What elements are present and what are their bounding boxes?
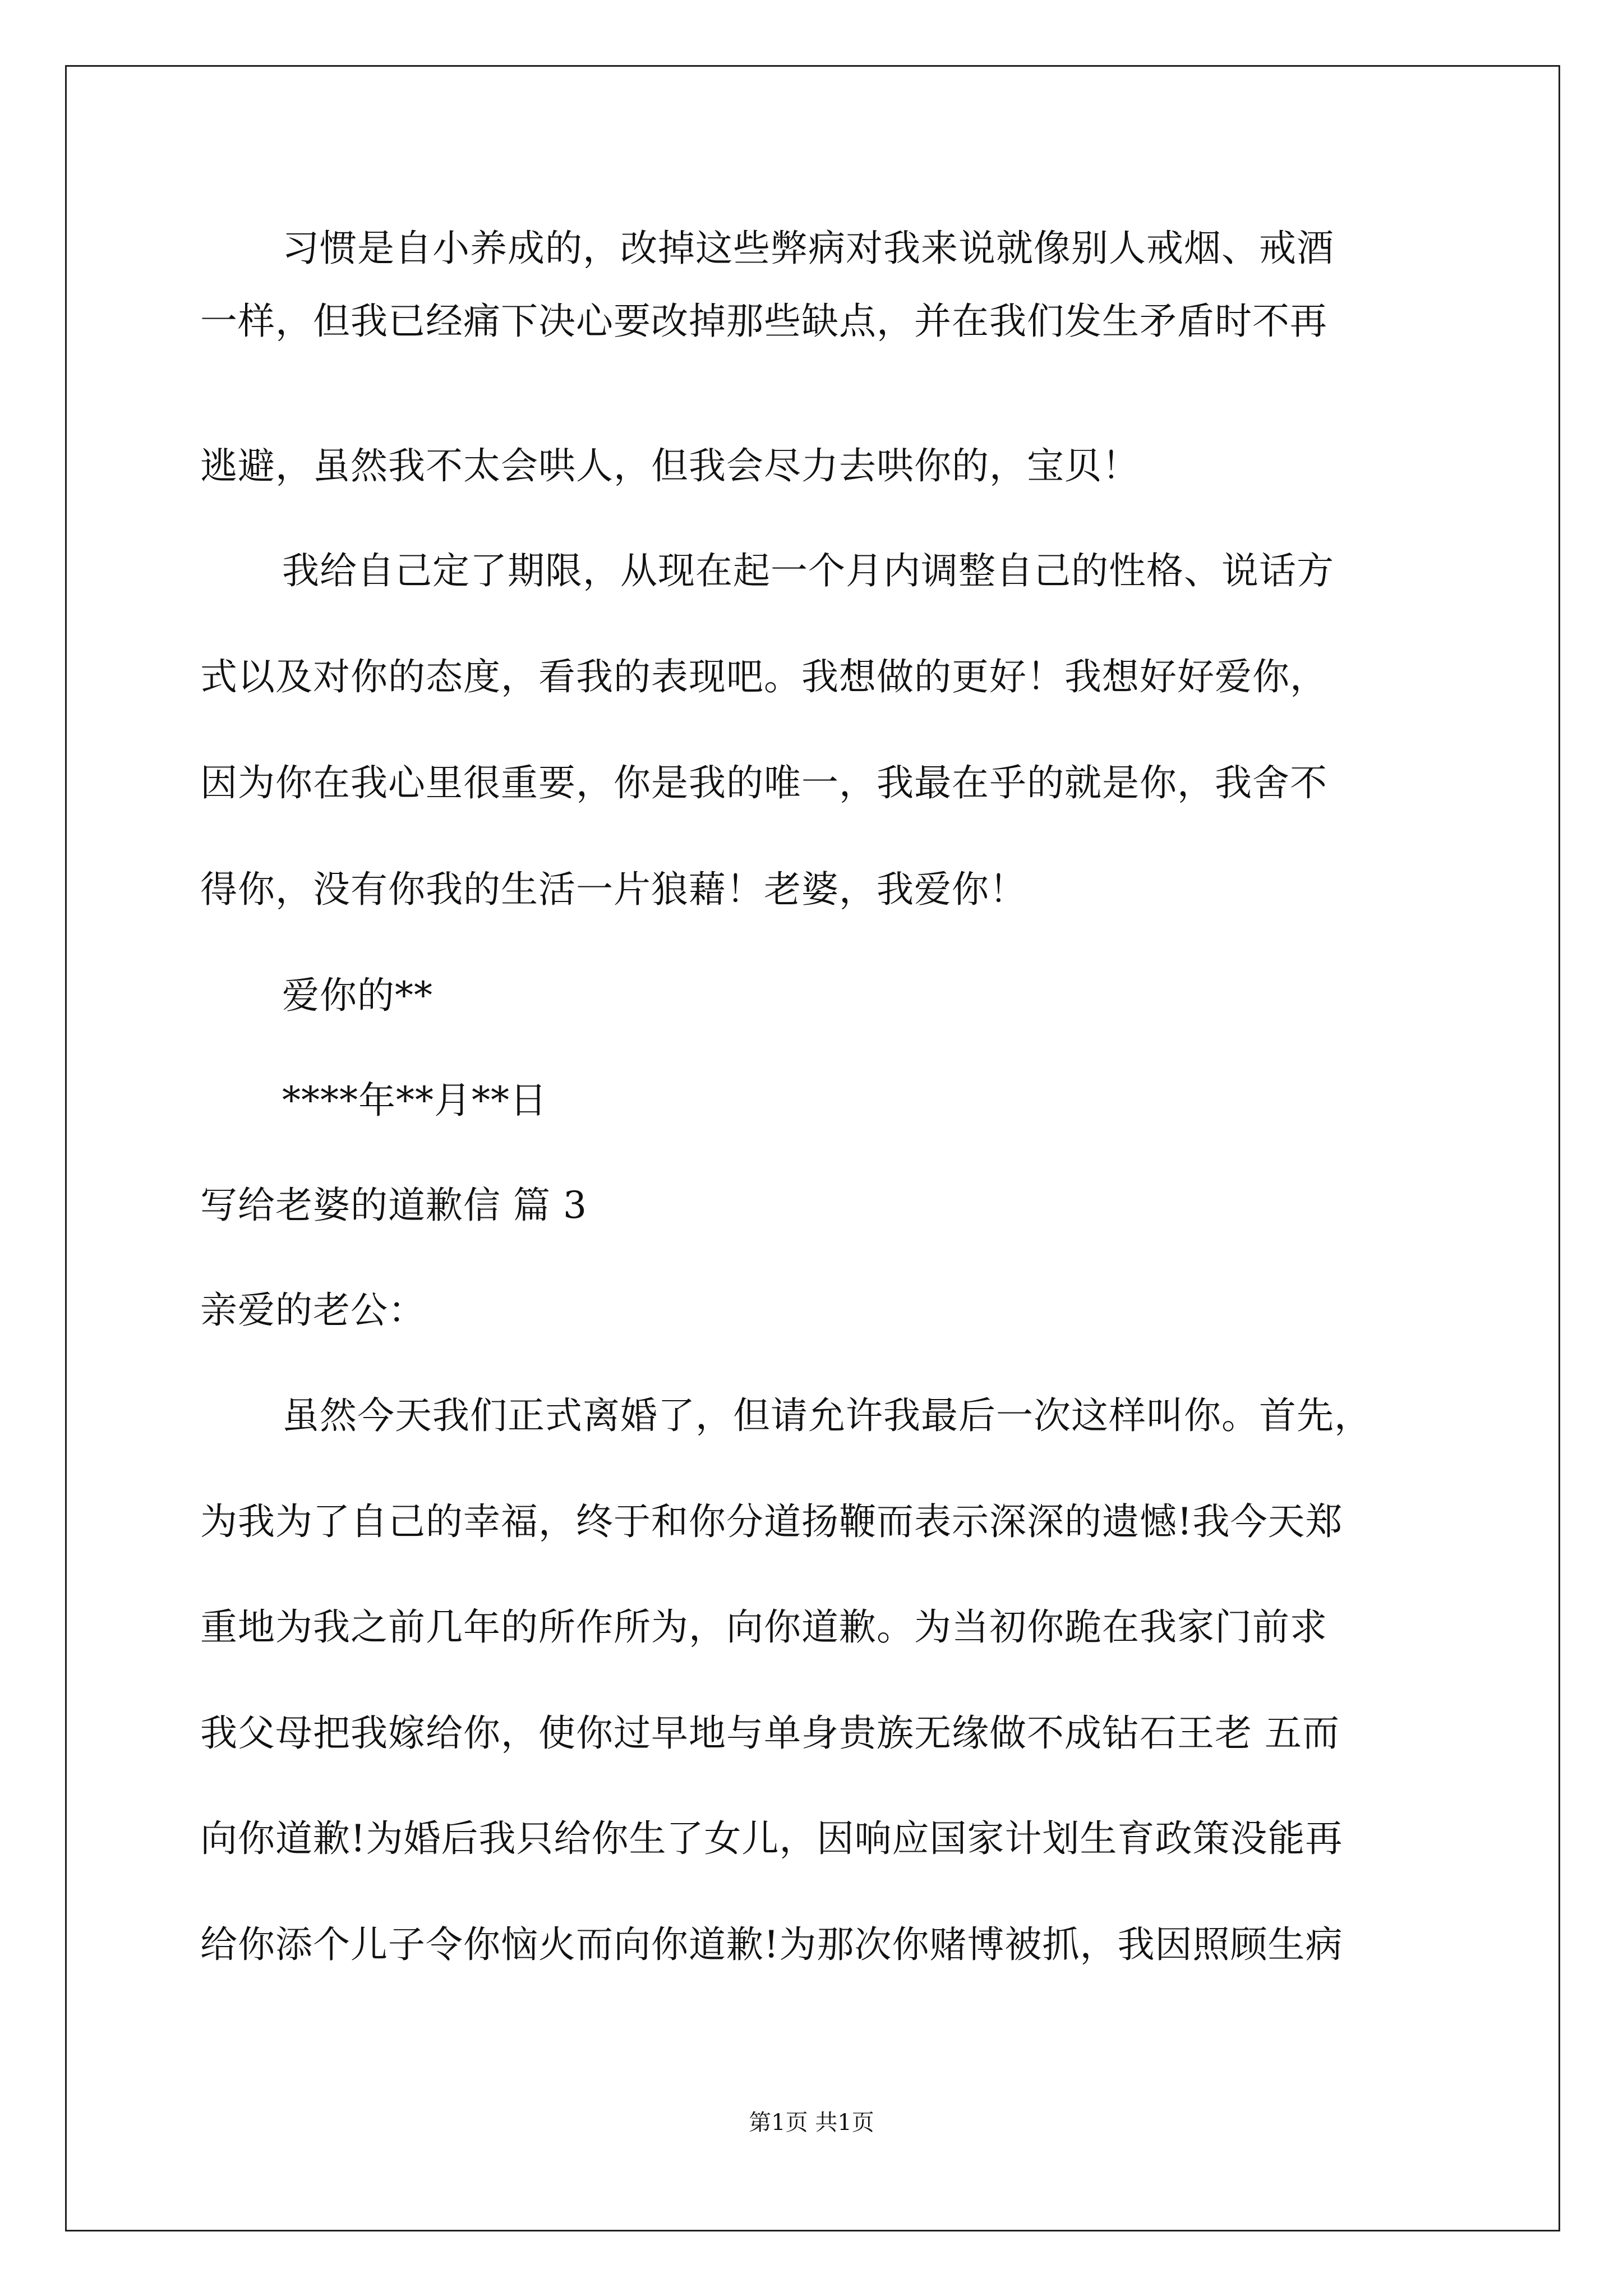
section-heading: 写给老婆的道歉信 篇 3 <box>200 1184 587 1227</box>
paragraph-line: 逃避，虽然我不太会哄人，但我会尽力去哄你的，宝贝！ <box>200 444 1140 487</box>
paragraph-line: 一样，但我已经痛下决心要改掉那些缺点，并在我们发生矛盾时不再 <box>200 300 1327 343</box>
paragraph-line: 我给自己定了期限，从现在起一个月内调整自己的性格、说话方 <box>282 549 1334 592</box>
paragraph-line: 式以及对你的态度，看我的表现吧。我想做的更好！我想好好爱你， <box>200 655 1327 698</box>
paragraph-line: 重地为我之前几年的所作所为，向你道歉。为当初你跪在我家门前求 <box>200 1605 1327 1649</box>
paragraph-line: 习惯是自小养成的，改掉这些弊病对我来说就像别人戒烟、戒酒 <box>282 227 1334 270</box>
paragraph-line: 因为你在我心里很重要，你是我的唯一，我最在乎的就是你，我舍不 <box>200 761 1327 804</box>
paragraph-line: 为我为了自己的幸福，终于和你分道扬鞭而表示深深的遗憾!我今天郑 <box>200 1500 1343 1543</box>
date-line: ****年**月**日 <box>282 1079 547 1122</box>
paragraph-line: 得你，没有你我的生活一片狼藉！老婆，我爱你！ <box>200 868 1027 911</box>
paragraph-line: 给你添个儿子令你恼火而向你道歉!为那次你赌博被抓，我因照顾生病 <box>200 1923 1343 1966</box>
page-border <box>65 65 1560 2231</box>
page-footer: 第1页 共1页 <box>749 2110 874 2136</box>
salutation: 亲爱的老公： <box>200 1289 426 1332</box>
paragraph-line: 我父母把我嫁给你，使你过早地与单身贵族无缘做不成钻石王老 五而 <box>200 1711 1340 1755</box>
signature-line: 爱你的** <box>282 974 433 1017</box>
paragraph-line: 虽然今天我们正式离婚了，但请允许我最后一次这样叫你。首先， <box>282 1394 1372 1437</box>
paragraph-line: 向你道歉!为婚后我只给你生了女儿，因响应国家计划生育政策没能再 <box>200 1817 1343 1860</box>
